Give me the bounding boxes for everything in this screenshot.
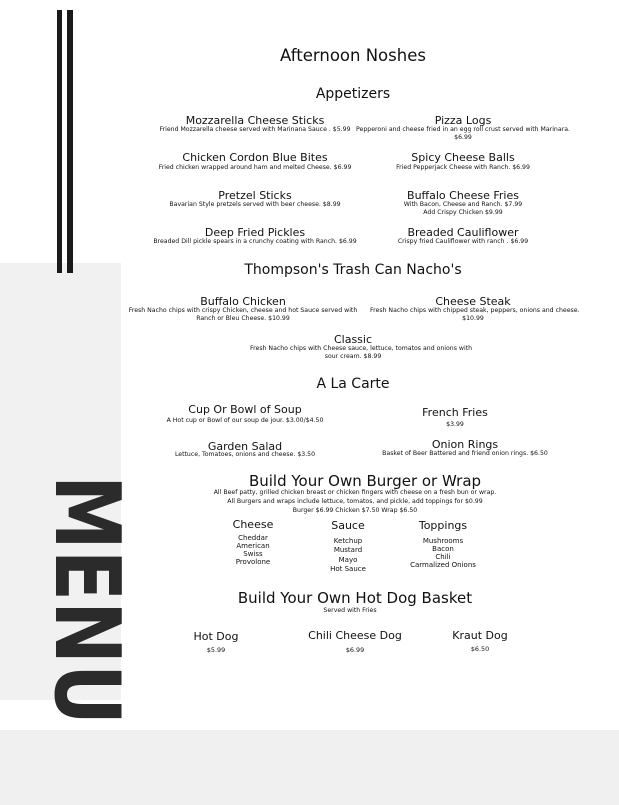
burger-desc-line: All Burgers and wraps include lettuce, tomatos, and pickle, add toppings for $0.99: [227, 498, 483, 505]
item-desc: Basket of Beer Battered and friend onion rings. $6.50: [382, 450, 548, 457]
item-name: Hot Dog: [193, 630, 239, 643]
menu-word-vertical: [28, 475, 139, 775]
hotdog-sub: Served with Fries: [323, 607, 377, 614]
nachos-heading: Thompson's Trash Can Nacho's: [244, 262, 462, 278]
cheese-option: Provolone: [235, 558, 271, 566]
page-title: Afternoon Noshes: [280, 46, 426, 65]
item-price: $6.50: [470, 645, 490, 653]
item-name: Chicken Cordon Blue Bites: [182, 151, 328, 164]
item-desc: A Hot cup or Bowl of our soup de jour. $3.00/$4.50: [166, 417, 324, 424]
toppings-heading: Toppings: [418, 519, 468, 532]
svg-text:MENU: MENU: [34, 475, 139, 775]
item-desc: $10.99: [462, 315, 484, 322]
item-desc: Pepperoni and cheese fried in an egg roll crust served with Marinara.: [356, 126, 570, 133]
item-desc: With Bacon, Cheese and Ranch. $7.99: [403, 201, 523, 208]
sauce-option: Hot Sauce: [330, 565, 366, 573]
sauce-heading: Sauce: [331, 519, 365, 532]
item-desc: $3.99: [446, 421, 464, 428]
cheese-option: Cheddar: [238, 534, 268, 542]
item-price: $5.99: [206, 646, 226, 654]
item-name: Pretzel Sticks: [218, 189, 292, 202]
item-desc: Crispy fried Cauliflower with ranch . $6.99: [397, 238, 529, 245]
item-desc: Ranch or Bleu Cheese. $10.99: [196, 315, 290, 322]
item-name: Buffalo Cheese Fries: [407, 189, 519, 202]
item-desc: Bavarian Style pretzels served with beer cheese. $8.99: [169, 201, 341, 208]
item-name: Chili Cheese Dog: [308, 629, 402, 642]
burger-desc-line: All Beef patty, grilled chicken breast or chicken fingers with cheese on a fresh bun or wrap.: [213, 489, 497, 496]
cheese-option: Swiss: [243, 550, 263, 558]
item-desc: Lettuce, Tomatoes, onions and cheese. $3.50: [174, 451, 316, 458]
item-desc: Fresh Nacho chips with Cheese sauce, lettuce, tomatos and onions with: [250, 345, 473, 352]
item-desc: Friend Mozzarella cheese served with Marinana Sauce . $5.99: [159, 126, 351, 133]
item-name: French Fries: [422, 406, 488, 419]
sauce-option: Mayo: [338, 556, 358, 564]
appetizers-heading: Appetizers: [315, 86, 391, 102]
topping-option: Carmalized Onions: [410, 561, 476, 569]
decorative-bar-right: [67, 10, 73, 273]
item-name: Spicy Cheese Balls: [411, 151, 515, 164]
item-desc: Fresh Nacho chips with crispy Chicken, cheese and hot Sauce served with: [128, 307, 358, 314]
item-name: Breaded Cauliflower: [407, 226, 519, 239]
item-desc: Fresh Nacho chips with chipped steak, peppers, onions and cheese.: [370, 307, 580, 314]
item-name: Kraut Dog: [452, 629, 508, 642]
item-desc: $6.99: [454, 134, 472, 141]
hotdog-heading: Build Your Own Hot Dog Basket: [237, 589, 473, 607]
item-desc: Fried Pepperjack Cheese with Ranch. $6.99: [396, 164, 530, 171]
item-name: Pizza Logs: [434, 114, 492, 127]
decorative-bar-left: [57, 10, 62, 273]
item-desc: Add Crispy Chicken $9.99: [423, 209, 503, 216]
cheese-option: American: [236, 542, 270, 550]
item-name: Buffalo Chicken: [200, 295, 286, 308]
cheese-heading: Cheese: [232, 518, 274, 531]
item-desc: Fried chicken wrapped around ham and melted Cheese. $6.99: [158, 164, 352, 171]
item-price: $6.99: [345, 646, 365, 654]
item-desc: Breaded Dill pickle spears in a crunchy coating with Ranch. $6.99: [153, 238, 357, 245]
alacarte-heading: A La Carte: [316, 376, 390, 392]
item-name: Onion Rings: [431, 438, 499, 451]
sauce-option: Mustard: [333, 546, 363, 554]
item-name: Cup Or Bowl of Soup: [188, 403, 302, 416]
item-name: Cheese Steak: [435, 295, 511, 308]
burger-heading: Build Your Own Burger or Wrap: [248, 472, 482, 490]
sauce-option: Ketchup: [333, 537, 363, 545]
topping-option: Chili: [435, 553, 451, 561]
item-desc: sour cream. $8.99: [324, 353, 382, 360]
burger-prices: Burger $6.99 Chicken $7.50 Wrap $6.50: [292, 507, 418, 514]
item-name: Garden Salad: [207, 440, 283, 453]
topping-option: Mushrooms: [422, 537, 464, 545]
topping-option: Bacon: [432, 545, 454, 553]
item-name: Deep Fried Pickles: [204, 226, 306, 239]
bottom-band: [0, 730, 619, 805]
item-name: Classic: [333, 333, 373, 346]
item-name: Mozzarella Cheese Sticks: [185, 114, 325, 127]
